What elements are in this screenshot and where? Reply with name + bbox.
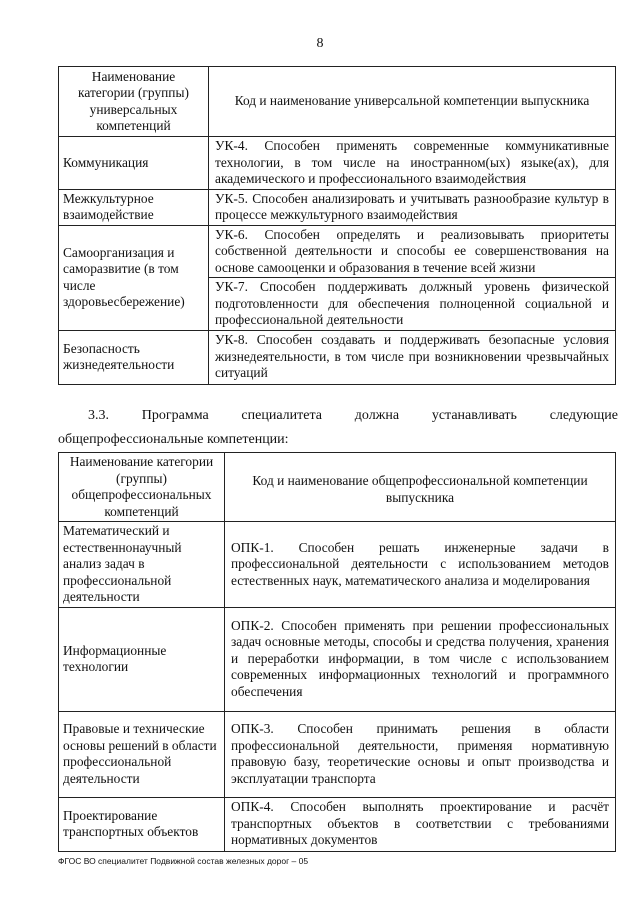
section-paragraph-continuation: общепрофессиональные компетенции:: [58, 432, 289, 447]
category-cell: Межкультурное взаимодействие: [59, 189, 209, 225]
competence-cell: УК-8. Способен создавать и поддерживать безопасные условия жизнедеятельности, в том числе при возникновении чрезвычайных ситуаций: [209, 330, 616, 384]
category-cell: Проектирование транспортных объектов: [59, 797, 225, 851]
table-row: [59, 137, 616, 190]
competence-cell: УК-7. Способен поддерживать должный уровень физической подготовленности для обеспечения полноценной социальной и профессиональной деятельности: [209, 278, 616, 331]
competence-cell: ОПК-1. Способен решать инженерные задачи в профессиональной деятельности с использованием методов естественных наук, математического анализа и моделирования: [225, 522, 616, 608]
competence-cell: ОПК-2. Способен применять при решении профессиональных задач основные методы, способы и средства получения, хранения и переработки информации, в том числе с использованием современных информационных технологий и программного обеспечения: [225, 607, 616, 711]
section-paragraph: 3.3. Программа специалитета должна устанавливать следующие: [88, 408, 618, 423]
table-row: [59, 607, 616, 711]
category-cell: Безопасность жизнедеятельности: [59, 330, 209, 384]
competence-cell: УК-4. Способен применять современные коммуникативные технологии, в том числе на иностранном(ых) языке(ах), для академического и профессионального взаимодействия: [209, 137, 616, 190]
table-header-row: [59, 453, 616, 522]
table-row: [59, 330, 616, 384]
header-category: Наименование категории (группы) универсальных компетенций: [59, 67, 209, 137]
competence-cell: УК-5. Способен анализировать и учитывать разнообразие культур в процессе межкультурного взаимодействия: [209, 189, 616, 225]
document-footer: ФГОС ВО специалитет Подвижной состав железных дорог – 05: [58, 856, 309, 866]
competence-cell: УК-6. Способен определять и реализовывать приоритеты собственной деятельности и способы ее совершенствования на основе самооценки и образования в течение всей жизни: [209, 225, 616, 278]
universal-competences-table: [58, 66, 616, 385]
page-number: 8: [316, 36, 324, 51]
table-row: [59, 711, 616, 797]
category-cell: Коммуникация: [59, 137, 209, 190]
competence-cell: ОПК-4. Способен выполнять проектирование и расчёт транспортных объектов в соответствии с требованиями нормативных документов: [225, 797, 616, 851]
category-cell: Правовые и технические основы решений в области профессиональной деятельности: [59, 711, 225, 797]
table-row: [59, 797, 616, 851]
competence-cell: ОПК-3. Способен принимать решения в области профессиональной деятельности, применяя нормативную правовую базу, теоретические основы и опыт производства и эксплуатации транспорта: [225, 711, 616, 797]
header-competence: Код и наименование общепрофессиональной компетенции выпускника: [225, 453, 616, 522]
table-row: [59, 189, 616, 225]
table-header-row: [59, 67, 616, 137]
header-competence: Код и наименование универсальной компетенции выпускника: [209, 67, 616, 137]
category-cell: Математический и естественнонаучный анализ задач в профессиональной деятельности: [59, 522, 225, 608]
header-category: Наименование категории (группы) общепрофессиональных компетенций: [59, 453, 225, 522]
table-row: [59, 522, 616, 608]
category-cell: Самоорганизация и саморазвитие (в том числе здоровьесбережение): [59, 225, 209, 330]
general-professional-competences-table: [58, 452, 616, 852]
table-row: [59, 225, 616, 278]
category-cell: Информационные технологии: [59, 607, 225, 711]
